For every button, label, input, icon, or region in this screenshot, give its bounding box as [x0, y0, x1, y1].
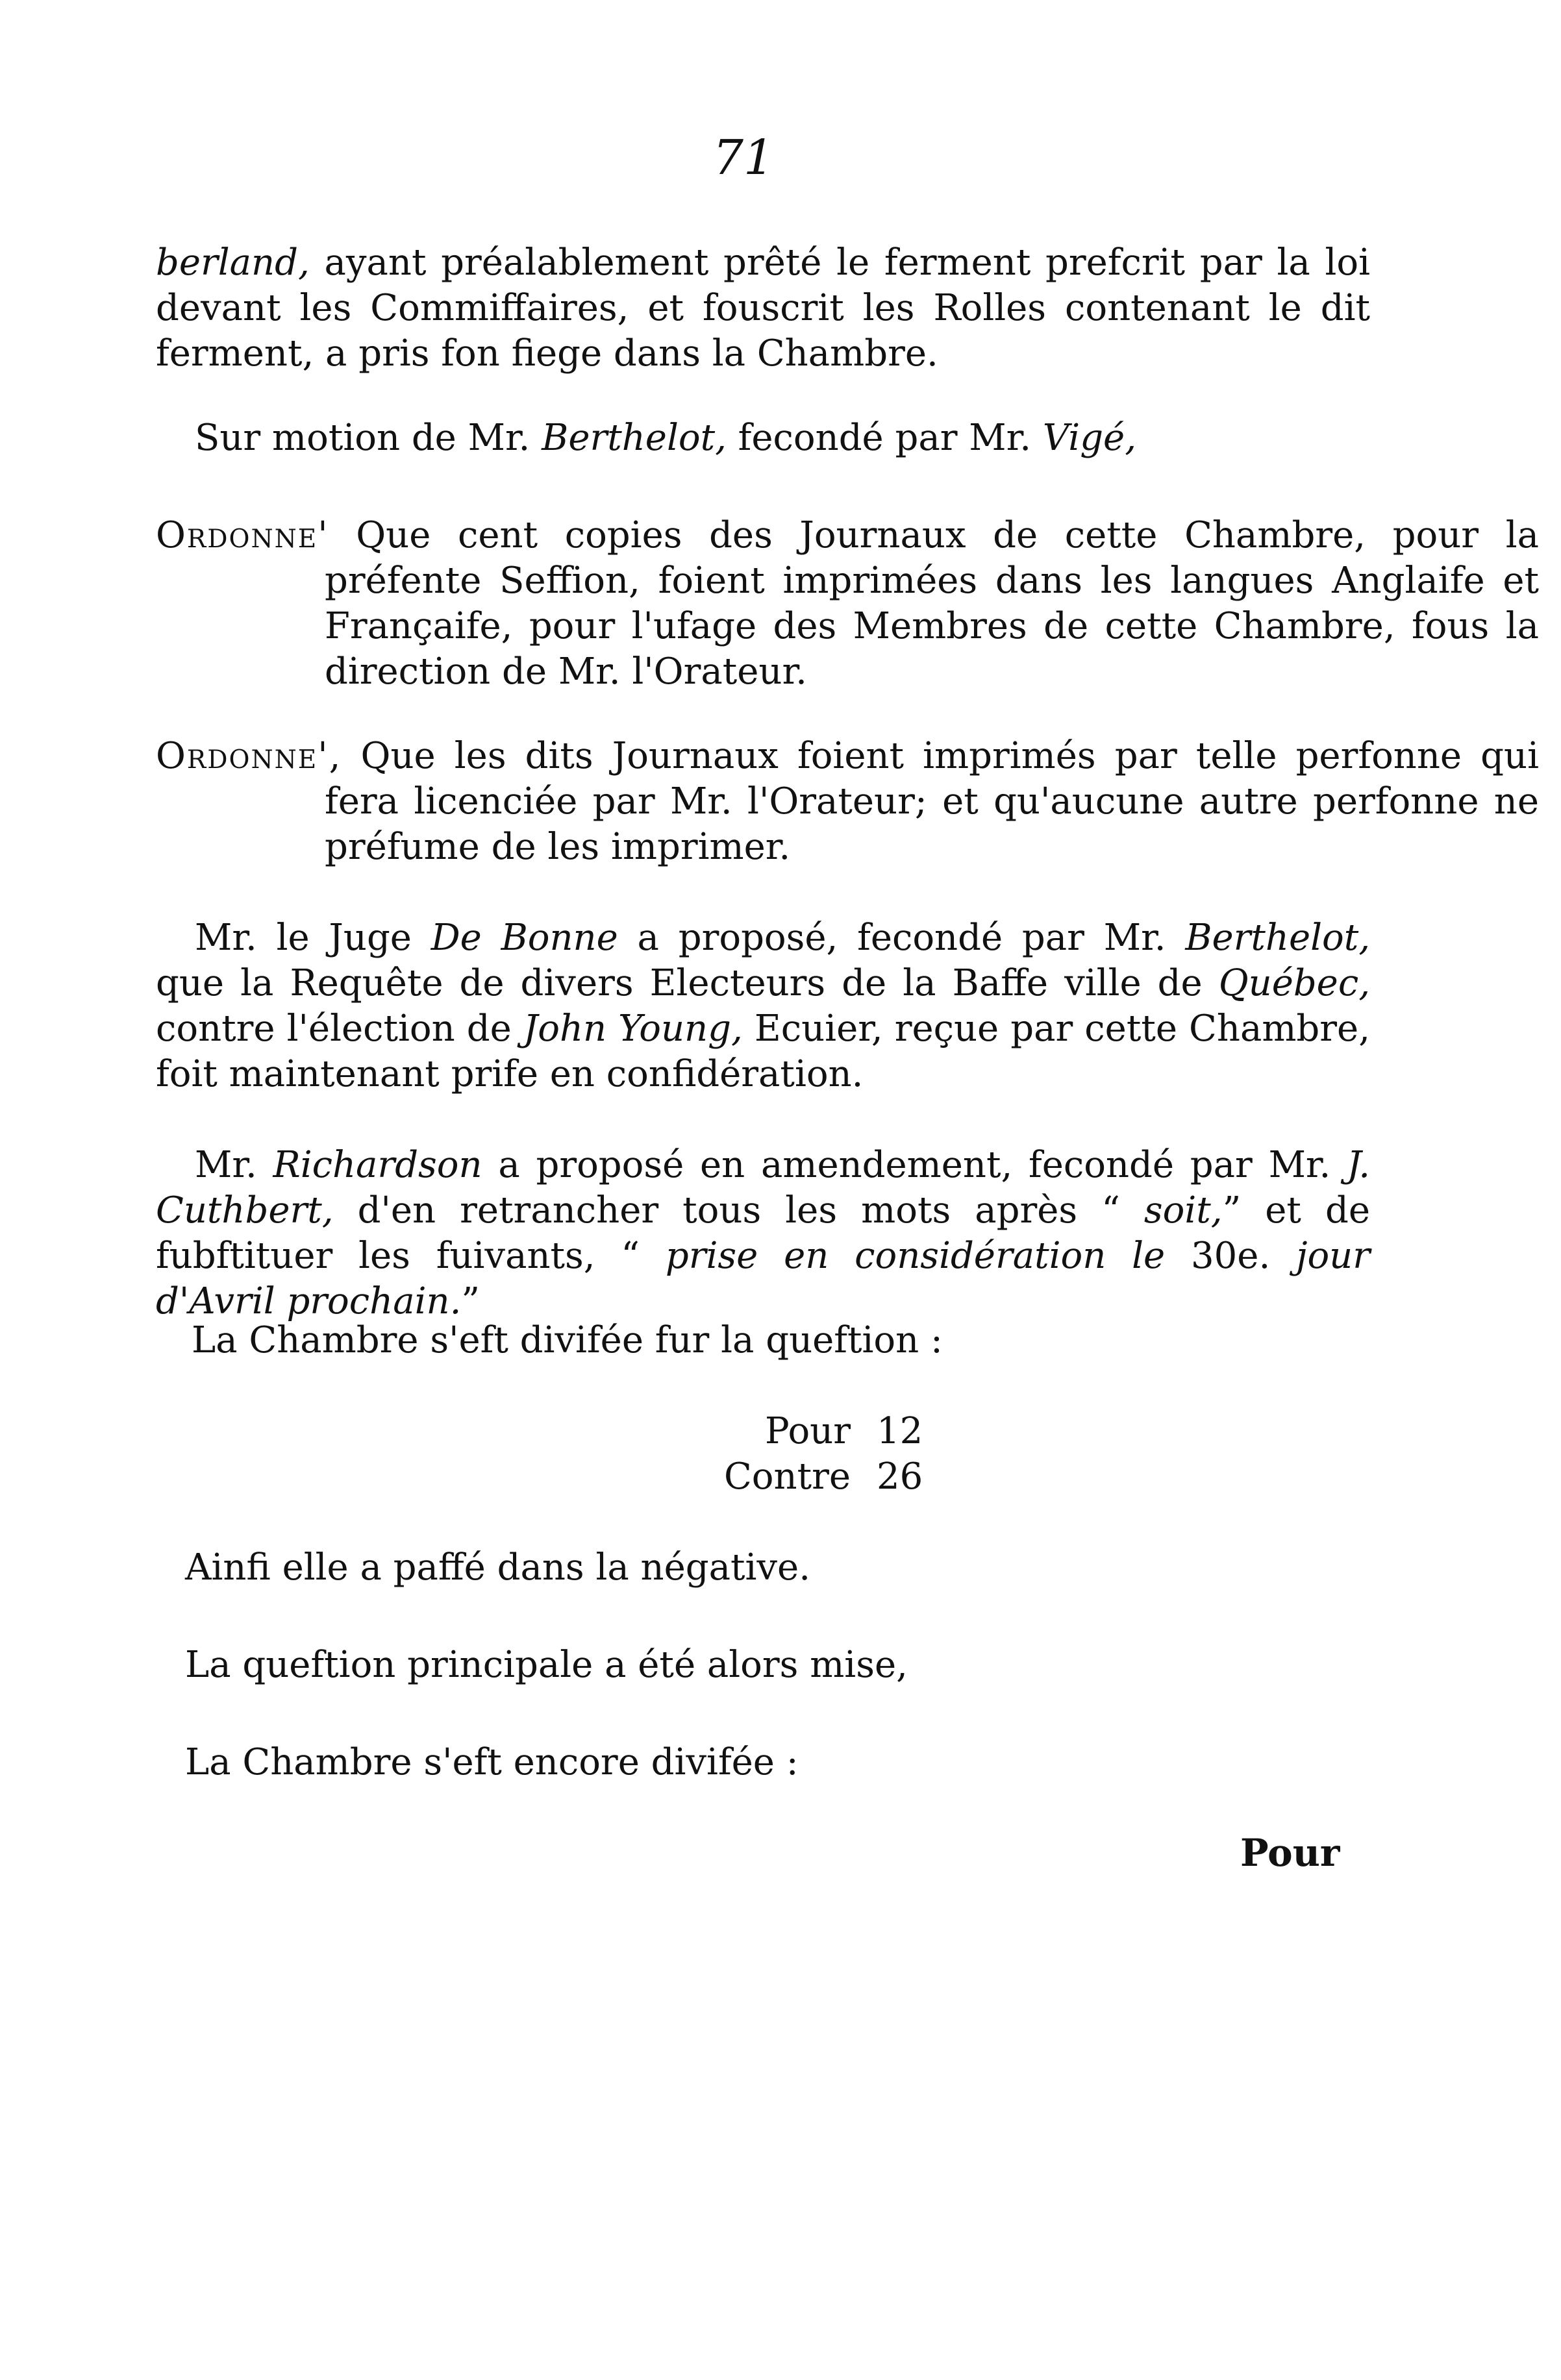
quoted-phrase: prise en considération le — [665, 1235, 1166, 1277]
seconder-name: Berthelot, — [1185, 917, 1371, 959]
paragraph-petition-motion — [156, 915, 1370, 1097]
main-question-text: La queftion principale a été alors mise, — [185, 1644, 908, 1686]
catchword: Pour — [1240, 1831, 1340, 1875]
order-label: Ordonne', — [156, 735, 342, 777]
division-again — [185, 1740, 1399, 1785]
vote-count: 26 — [877, 1456, 923, 1498]
seconder-name: Vigé, — [1042, 417, 1136, 459]
motion-text-2: fecondé par Mr. — [726, 417, 1043, 459]
result-text: Ainfi elle a paffé dans la négative. — [185, 1546, 810, 1589]
amender-name: Richardson — [273, 1144, 482, 1186]
member-name-fragment: berland, — [156, 242, 310, 284]
petition-text-3: que la Requête de divers Electeurs de la Baffe ville de — [156, 962, 1219, 1004]
place-name: Québec, — [1218, 962, 1370, 1004]
paragraph-amendment — [156, 1143, 1370, 1324]
order-text: Que les dits Journaux foient imprimés par telle perfonne qui fera licenciée par Mr. l'Orateur; et qu'aucune autre perfonne ne préfume de les imprimer. — [325, 735, 1539, 868]
motion-text: Sur motion de Mr. — [195, 417, 542, 459]
amendment-text-2: a proposé en amendement, fecondé par Mr. — [482, 1144, 1347, 1186]
vote-table — [649, 1409, 922, 1500]
oath-text: ayant préalablement prêté le ferment prefcrit par la loi devant les Commiffaires, et fouscrit les Rolles contenant le dit ferment, a pris fon fiege dans la Chambre. — [156, 242, 1370, 375]
petition-text-5: Ecuier, reçue par cette Chambre, foit maintenant prife en confidération. — [156, 1008, 1370, 1095]
vote-label: Pour — [765, 1410, 851, 1452]
amendment-text-3: d'en retrancher tous les mots après “ — [333, 1189, 1144, 1232]
amendment-text-4: ” et de fubftituer les fuivants, “ — [156, 1189, 1370, 1277]
amendment-text-1: Mr. — [195, 1144, 273, 1186]
mover-name: Berthelot, — [542, 417, 727, 459]
order-print-copies — [156, 513, 1539, 695]
main-question — [185, 1642, 1399, 1688]
petition-text-1: Mr. le Juge — [195, 917, 431, 959]
seconder-name: J. Cuthbert, — [156, 1144, 1370, 1232]
judge-name: De Bonne — [431, 917, 618, 959]
amendment-text-5: 30e. — [1165, 1235, 1297, 1277]
petition-text-2: a proposé, fecondé par Mr. — [618, 917, 1186, 959]
paragraph-oath — [156, 240, 1370, 377]
vote-row-contre — [649, 1454, 922, 1500]
candidate-name: John Young, — [523, 1008, 743, 1050]
petition-text-4: contre l'élection de — [156, 1008, 523, 1050]
division-intro-text: La Chambre s'eft divifée fur la queftion : — [192, 1319, 943, 1361]
vote-label: Contre — [723, 1456, 851, 1498]
amendment-text-6: ” — [461, 1280, 481, 1322]
vote-count: 12 — [877, 1410, 923, 1452]
quoted-phrase-end: jour d'Avril prochain. — [156, 1235, 1371, 1322]
quoted-word: soit, — [1143, 1189, 1223, 1232]
order-label: Ordonne' — [156, 514, 329, 556]
vote-row-pour — [649, 1409, 922, 1454]
order-text: Que cent copies des Journaux de cette Chambre, pour la préfente Seffion, foient imprimées dans les langues Anglaife et Françaife, pour l'ufage des Membres de cette Chambre, fous la direction de Mr. l'Orateur. — [325, 514, 1539, 693]
result-negative — [185, 1545, 1399, 1591]
division-again-text: La Chambre s'eft encore divifée : — [185, 1741, 799, 1783]
division-intro — [192, 1318, 1406, 1363]
order-printer — [156, 734, 1539, 870]
paragraph-motion — [156, 415, 1370, 461]
page-number: 71 — [712, 130, 775, 186]
